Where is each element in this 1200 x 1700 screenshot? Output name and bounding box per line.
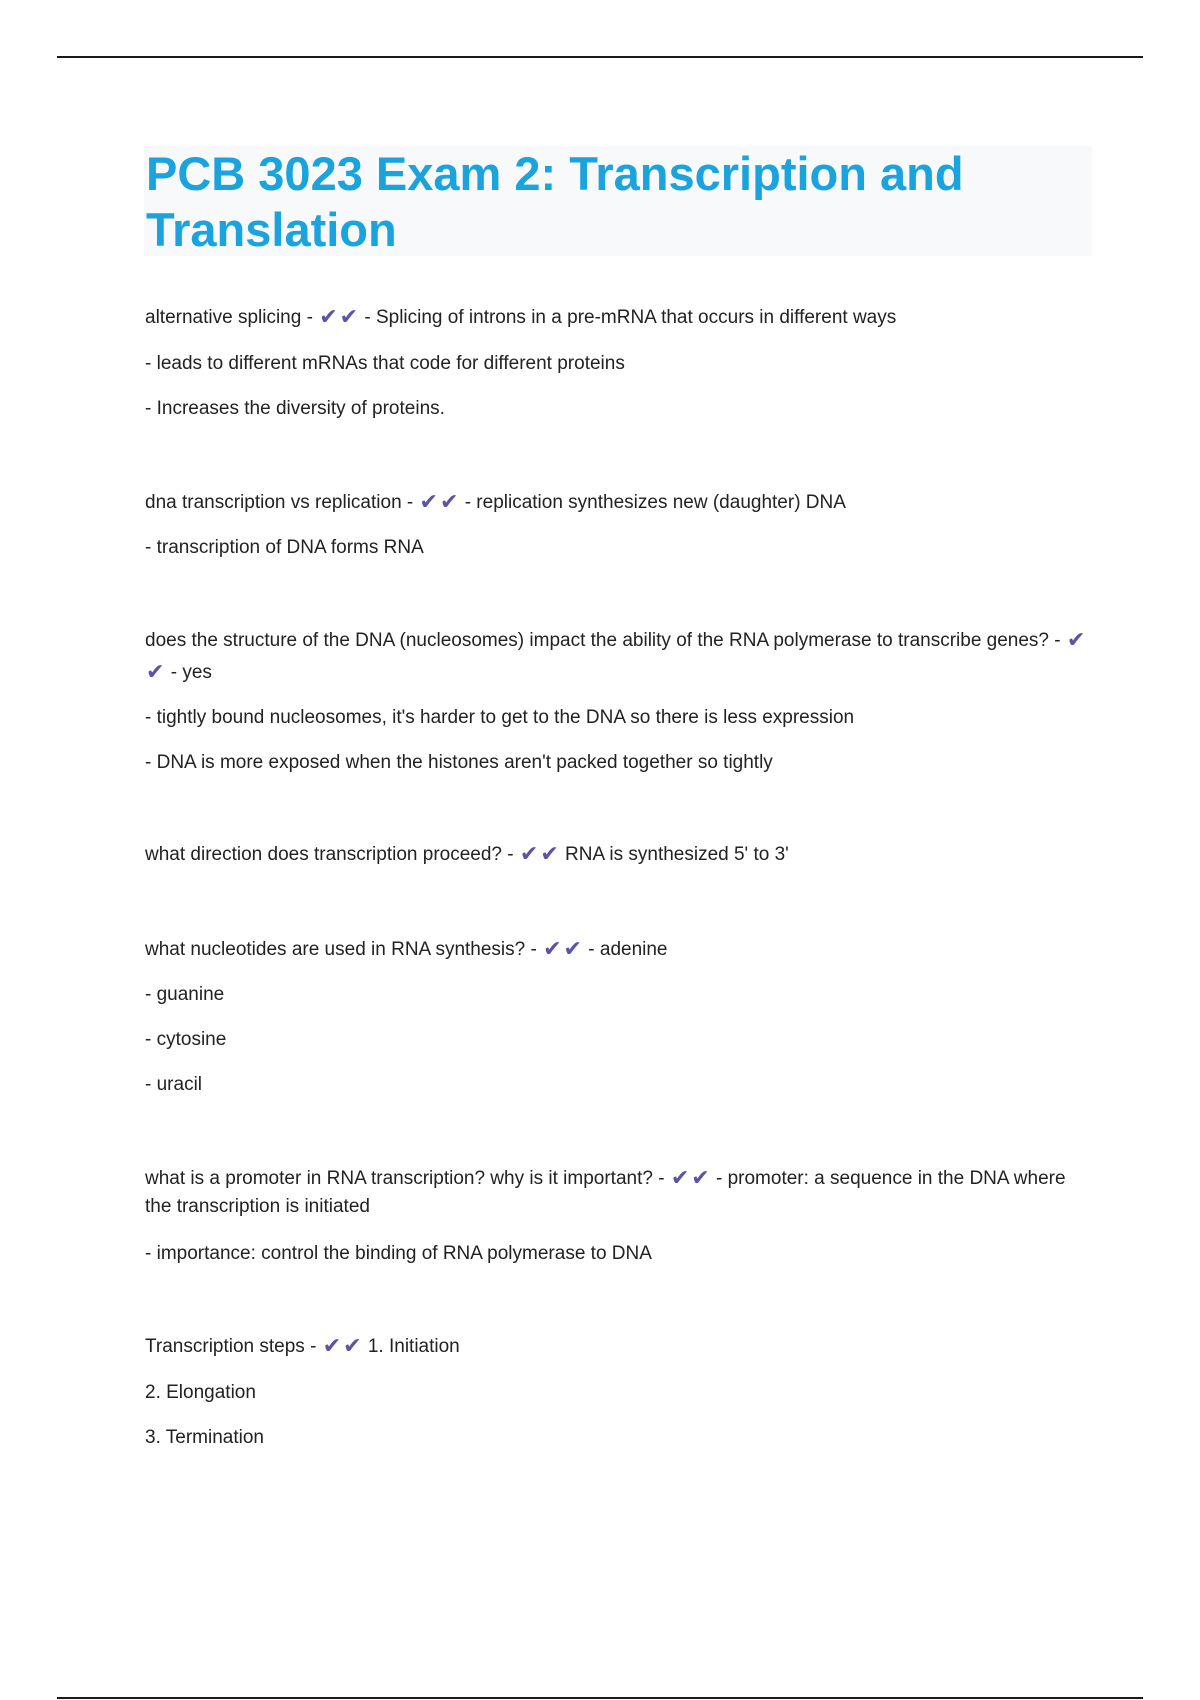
card-answer: 1. Initiation (367, 1336, 460, 1357)
card-detail-line: - Increases the diversity of proteins. (145, 398, 445, 419)
card-question-line (145, 304, 1095, 332)
card-detail-line: - transcription of DNA forms RNA (145, 537, 424, 558)
card-term: what nucleotides are used in RNA synthesis? (145, 939, 526, 960)
card-detail-line: - tightly bound nucleosomes, it's harder to get to the DNA so there is less expression (145, 707, 855, 728)
card-answer: - Splicing of introns in a pre-mRNA that occurs in different ways (364, 307, 897, 328)
card-question-line (145, 1165, 1095, 1221)
card-answer: RNA is synthesized 5' to 3' (565, 844, 789, 865)
separator: - (301, 307, 319, 328)
card-term: dna transcription vs replication (145, 492, 402, 513)
card-term: what direction does transcription proceed? (145, 844, 502, 865)
card-question-line (145, 936, 1095, 964)
separator: - (652, 1168, 670, 1189)
separator: - (525, 939, 543, 960)
check-icon: ✔ (563, 937, 582, 962)
document-title: PCB 3023 Exam 2: Transcription and Translation (146, 147, 964, 256)
card-term: what is a promoter in RNA transcription? why is it important? (145, 1168, 653, 1189)
check-icon: ✔ (322, 1334, 342, 1359)
card-question-line (145, 841, 1095, 869)
check-icon: ✔ (670, 1166, 690, 1191)
card-question-line (145, 625, 1095, 689)
check-icon: ✔ (1066, 628, 1086, 653)
card-detail-line: - uracil (145, 1074, 203, 1095)
card-detail-line: 2. Elongation (145, 1382, 256, 1403)
card-term: does the structure of the DNA (nucleosomes) impact the ability of the RNA polymerase to transcribe genes? (145, 630, 1050, 651)
bottom-rule (57, 1697, 1143, 1699)
card-answer: - yes (170, 662, 212, 683)
check-icon: ✔ (540, 842, 559, 867)
separator: - (1049, 630, 1066, 651)
check-icon: ✔ (146, 660, 165, 685)
check-icon: ✔ (343, 1334, 362, 1359)
card-detail-line: - guanine (145, 984, 225, 1005)
card-term: alternative splicing (145, 307, 302, 328)
card-term: Transcription steps (145, 1336, 305, 1357)
title-banner (144, 146, 1092, 256)
card-detail-line: - DNA is more exposed when the histones aren't packed together so tightly (145, 752, 773, 773)
card-question-line (145, 489, 1095, 517)
separator: - (304, 1336, 322, 1357)
check-icon: ✔ (543, 937, 562, 962)
check-icon: ✔ (319, 305, 338, 330)
card-detail-line: - cytosine (145, 1029, 227, 1050)
check-icon: ✔ (339, 305, 359, 330)
check-icon: ✔ (419, 490, 438, 515)
check-icon: ✔ (439, 490, 459, 515)
separator: - (501, 844, 519, 865)
card-answer: - replication synthesizes new (daughter) DNA (464, 492, 846, 513)
card-answer: - adenine (588, 939, 668, 960)
top-rule (57, 56, 1143, 58)
card-detail-line: - leads to different mRNAs that code for different proteins (145, 353, 625, 374)
card-detail-line: - importance: control the binding of RNA polymerase to DNA (145, 1243, 652, 1264)
check-icon: ✔ (519, 842, 539, 867)
card-question-line (145, 1333, 1095, 1361)
check-icon: ✔ (691, 1166, 710, 1191)
card-detail-line: 3. Termination (145, 1427, 264, 1448)
card-answer: - promoter: a sequence in the DNA where the transcription is initiated (145, 1168, 1066, 1217)
separator: - (401, 492, 419, 513)
